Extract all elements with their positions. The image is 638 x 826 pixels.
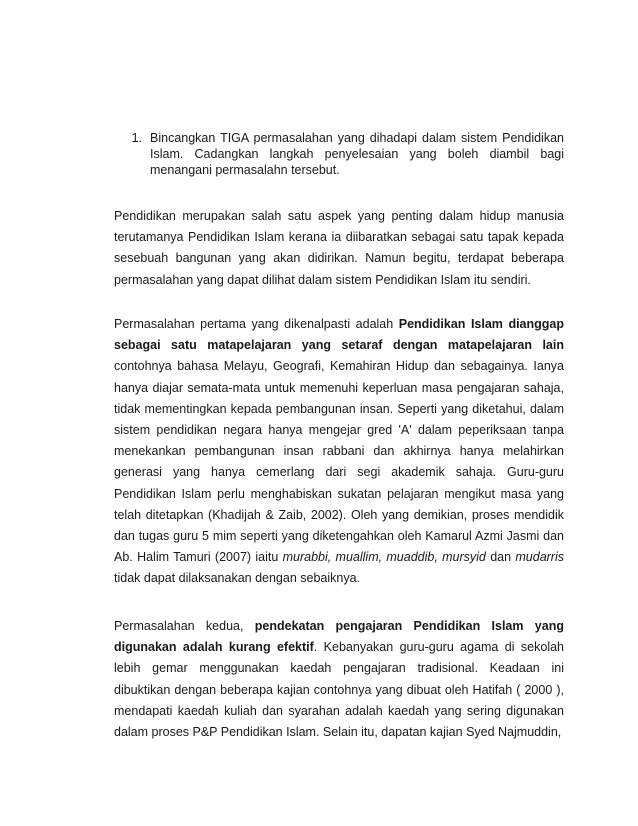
- teacher-role-last: mudarris: [515, 550, 564, 565]
- paragraph-second-problem: [114, 616, 564, 743]
- second-problem-body: . Kebanyakan guru-guru agama di sekolah lebih gemar menggunakan kaedah pengajaran tradisional. Keadaan ini dibuktikan dengan beberapa kajian contohnya yang dibuat oleh Hatifah ( 2000 ), mendapati kaedah kuliah dan syarahan adalah kaedah yang sering digunakan dalam proses P&P Pendidikan Islam. Selain itu, dapatan kajian Syed Najmuddin,: [114, 640, 564, 740]
- first-problem-ending: tidak dapat dilaksanakan dengan sebaiknya.: [114, 571, 361, 586]
- paragraph-introduction-text: Pendidikan merupakan salah satu aspek yang penting dalam hidup manusia terutamanya Pendidikan Islam kerana ia diibaratkan sebagai satu tapak kepada sesebuah bangunan yang akan didirikan. Namun begitu, terdapat beberapa permasalahan yang dapat dilihat dalam sistem Pendidikan Islam itu sendiri.: [114, 209, 564, 287]
- teacher-roles-list: murabbi, muallim, muaddib, mursyid: [282, 550, 486, 565]
- question-item: [114, 130, 564, 178]
- second-problem-heading: pendekatan pengajaran Pendidikan Islam yang digunakan adalah kurang efektif: [114, 619, 564, 655]
- second-problem-intro: Permasalahan kedua,: [114, 619, 255, 633]
- teacher-roles-conjunction: dan: [485, 550, 516, 565]
- paragraph-first-problem: [114, 314, 564, 590]
- first-problem-body: contohnya bahasa Melayu, Geografi, Kemahiran Hidup dan sebagainya. Ianya hanya diajar semata-mata untuk memenuhi keperluan masa pengajaran sahaja, tidak mementingkan kepada pembangunan insan. Seperti yang diketahui, dalam sistem pendidikan negara hanya mengejar gred 'A' dalam peperiksaan tanpa menekankan pembangunan insan rabbani dan akhirnya hanya melahirkan generasi yang hanya cemerlang dari segi akademik sahaja. Guru-guru Pendidikan Islam perlu menghabiskan sukatan pelajaran mengikut masa yang telah ditetapkan (Khadijah & Zaib, 2002). Oleh yang demikian, proses mendidik dan tugas guru 5 mim seperti yang diketengahkan oleh Kamarul Azmi Jasmi dan Ab. Halim Tamuri (2007) iaitu: [114, 359, 564, 565]
- question-text: Bincangkan TIGA permasalahan yang dihadapi dalam sistem Pendidikan Islam. Cadangkan langkah penyelesaian yang boleh diambil bagi menangani permasalahn tersebut.: [150, 131, 564, 177]
- first-problem-intro: Permasalahan pertama yang dikenalpasti adalah: [114, 317, 399, 331]
- question-number: 1.: [131, 131, 142, 145]
- paragraph-introduction: [114, 206, 564, 291]
- first-problem-heading: Pendidikan Islam dianggap sebagai satu matapelajaran yang setaraf dengan matapelajaran lain: [114, 317, 564, 353]
